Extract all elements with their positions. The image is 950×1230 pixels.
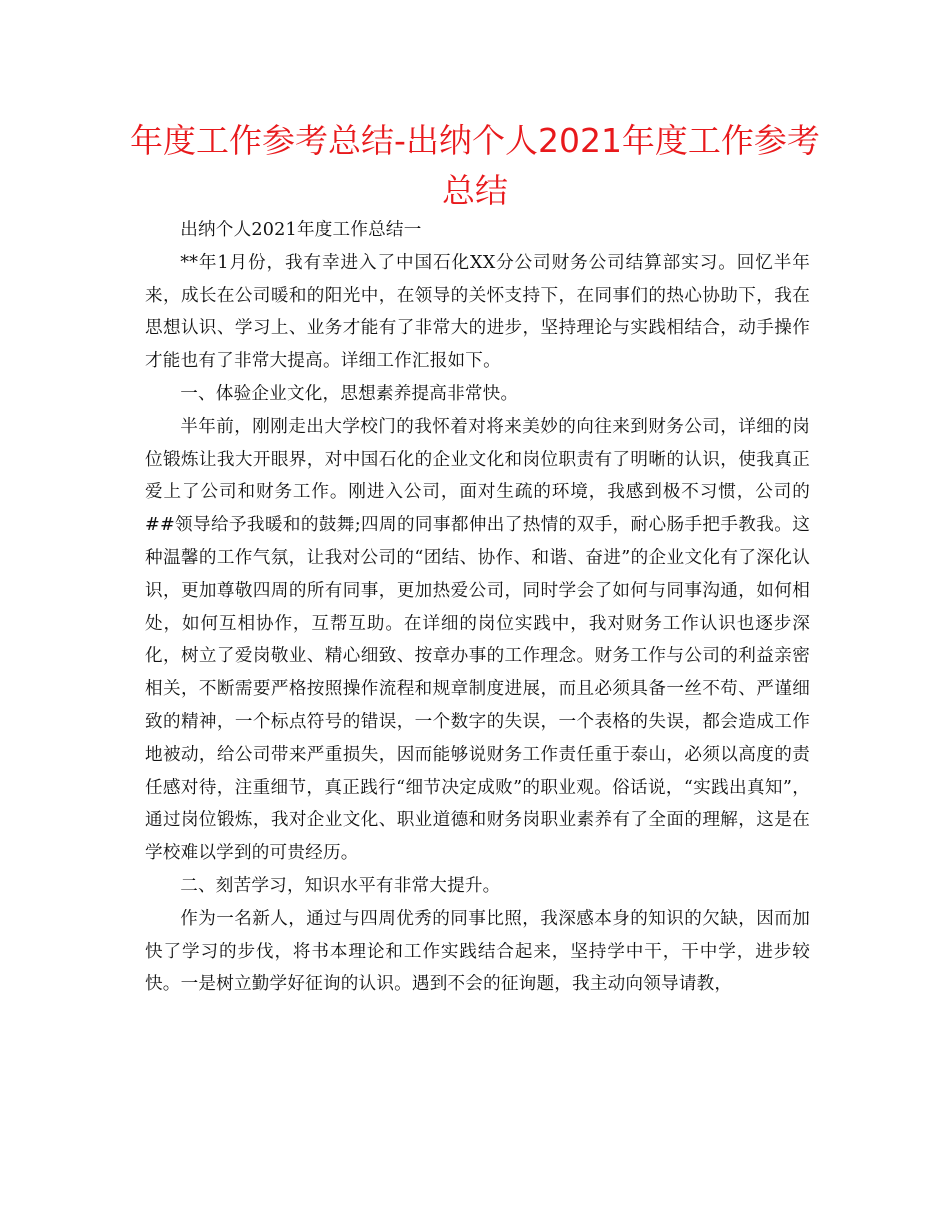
section-heading: 出纳个人2021年度工作总结一	[180, 220, 422, 240]
section-heading: 一、体验企业文化，思想素养提高非常快。	[180, 383, 519, 404]
section-heading: 二、刻苦学习，知识水平有非常大提升。	[180, 875, 501, 896]
document-title: 年度工作参考总结-出纳个人2021年度工作参考总结	[130, 121, 820, 210]
paragraph: 半年前，刚刚走出大学校门的我怀着对将来美妙的向往来到财务公司，详细的岗位锻炼让我大开眼界，对中国石化的企业文化和岗位职责有了明晰的认识，使我真正爱上了公司和财务工作。刚进入公司，面对生疏的环境，我感到极不习惯，公司的##领导给予我暖和的鼓舞;四周的同事都伸出了热情的双手，耐心肠手把手教我。这种温馨的工作气氛，让我对公司的“团结、协作、和谐、奋进”的企业文化有了深化认识，更加尊敬四周的所有同事，更加热爱公司，同时学会了如何与同事沟通，如何相处，如何互相协作，互帮互助。在详细的岗位实践中，我对财务工作认识也逐步深化，树立了爱岗敬业、精心细致、按章办事的工作理念。财务工作与公司的利益亲密相关，不断需要严格按照操作流程和规章制度进展，而且必须具备一丝不苟、严谨细致的精神，一个标点符号的错误，一个数字的失误，一个表格的失误，都会造成工作地被动，给公司带来严重损失，因而能够说财务工作责任重于泰山，必须以高度的责任感对待，注重细节，真正践行“细节决定成败”的职业观。俗话说，“实践出真知”，通过岗位锻炼，我对企业文化、职业道德和财务岗职业素养有了全面的理解，这是在学校难以学到的可贵经历。	[145, 416, 810, 864]
paragraph: 作为一名新人，通过与四周优秀的同事比照，我深感本身的知识的欠缺，因而加快了学习的步伐，将书本理论和工作实践结合起来，坚持学中干，干中学，进步较快。一是树立勤学好征询的认识。遇到不会的征询题，我主动向领导请教，	[145, 908, 810, 995]
document-body	[145, 214, 810, 1001]
paragraph: **年1月份，我有幸进入了中国石化XX分公司财务公司结算部实习。回忆半年来，成长在公司暖和的阳光中，在领导的关怀支持下，在同事们的热心协助下，我在思想认识、学习上、业务才能有了非常大的进步，坚持理论与实践相结合，动手操作才能也有了非常大提高。详细工作汇报如下。	[145, 252, 810, 372]
